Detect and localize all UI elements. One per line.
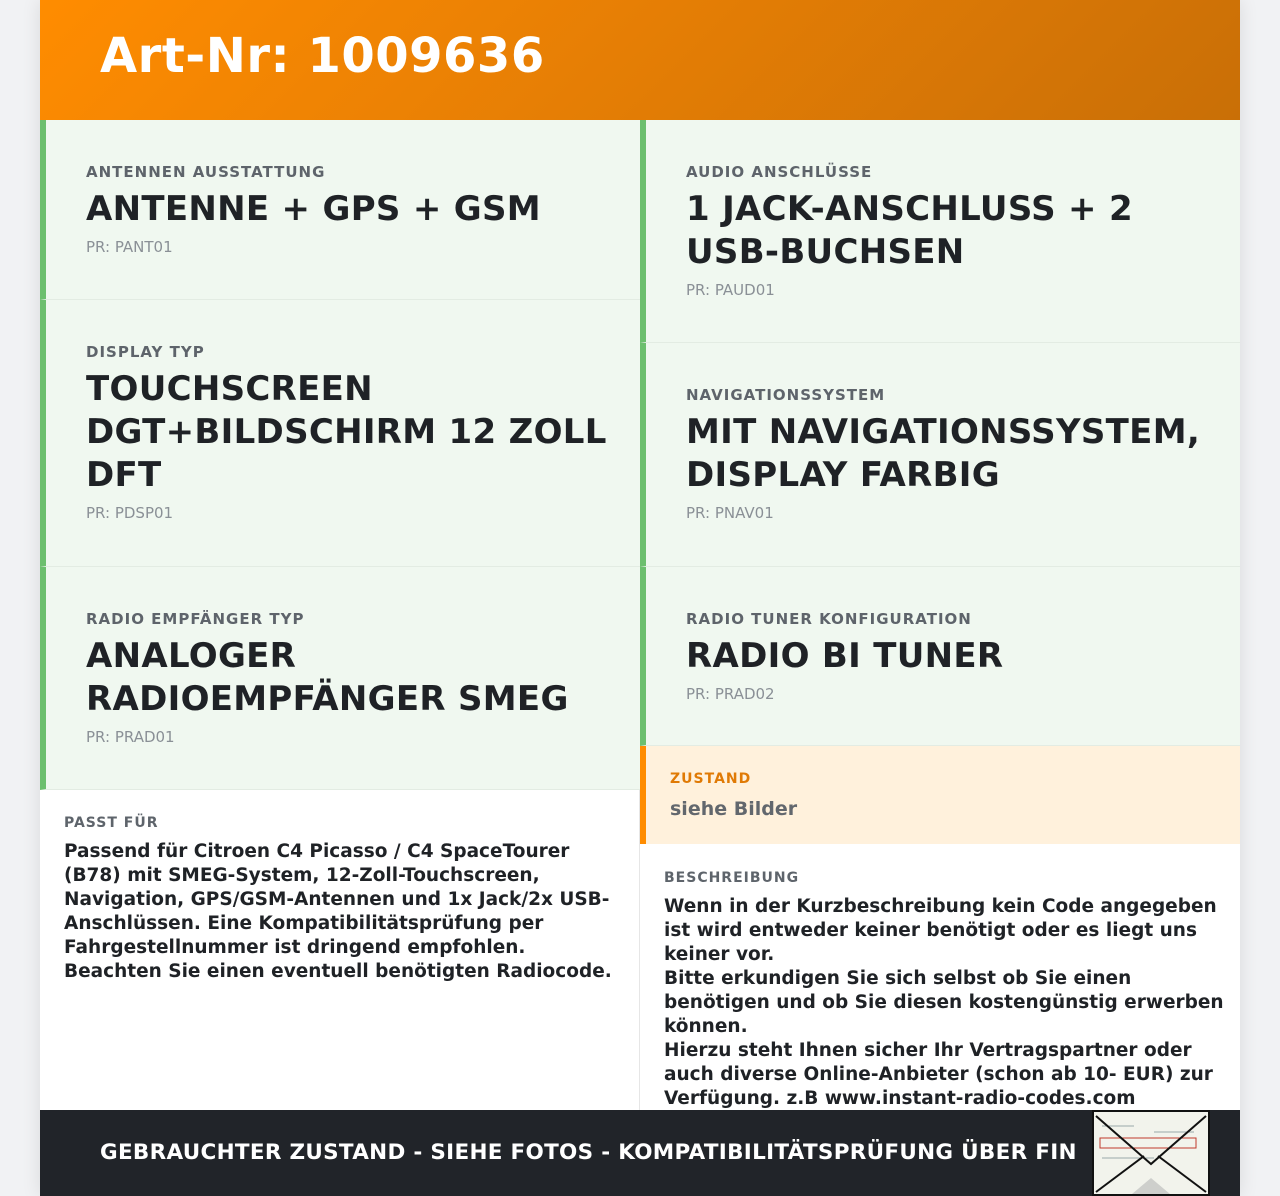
spec-label: RADIO EMPFÄNGER TYP bbox=[86, 610, 305, 628]
envelope-document-thumbnail-icon[interactable] bbox=[1092, 1110, 1210, 1196]
spec-value: 1 JACK-ANSCHLUSS + 2 USB-BUCHSEN bbox=[686, 189, 1133, 272]
envelope-icon bbox=[1094, 1112, 1208, 1194]
spec-value: ANALOGER RADIOEMPFÄNGER SMEG bbox=[86, 636, 569, 719]
spec-card-display bbox=[40, 300, 640, 567]
spec-value: ANTENNE + GPS + GSM bbox=[86, 189, 541, 229]
spec-pr-code: PR: PRAD01 bbox=[86, 728, 175, 746]
description-section bbox=[664, 869, 1224, 1111]
spec-label: AUDIO ANSCHLÜSSE bbox=[686, 163, 873, 181]
spec-value: TOUCHSCREEN DGT+BILDSCHIRM 12 ZOLL DFT bbox=[86, 369, 607, 495]
spec-card-navigation bbox=[640, 343, 1240, 567]
fits-text: Passend für Citroen C4 Picasso / C4 SpaceTourer (B78) mit SMEG-System, 12-Zoll-Touchscreen, Navigation, GPS/GSM-Antennen und 1x Jack/2x USB-Anschlüssen. Eine Kompatibilitätsprüfung per Fahrgestellnummer ist dringend empfohlen. Beachten Sie einen eventuell benötigten Radiocode. bbox=[64, 841, 612, 982]
description-text: Wenn in der Kurzbeschreibung kein Code angegeben ist wird entweder keiner benötigt oder es liegt uns keiner vor. Bitte erkundigen Sie sich selbst ob Sie einen benötigen und ob Sie diesen kostengünstig erwerben können. Hierzu steht Ihnen sicher Ihr Vertragspartner oder auch diverse Online-Anbieter (schon ab 10- EUR) zur Verfügung. z.B www.instant-radio-codes.com bbox=[664, 896, 1224, 1109]
spec-value: RADIO BI TUNER bbox=[686, 636, 1004, 676]
spec-card-radio-receiver bbox=[40, 567, 640, 790]
fits-section bbox=[64, 814, 614, 984]
spec-pr-code: PR: PAUD01 bbox=[686, 281, 775, 299]
spec-label: DISPLAY TYP bbox=[86, 343, 205, 361]
fits-label: PASST FÜR bbox=[64, 815, 159, 831]
spec-pr-code: PR: PNAV01 bbox=[686, 504, 774, 522]
spec-pr-code: PR: PANT01 bbox=[86, 238, 173, 256]
spec-label: NAVIGATIONSSYSTEM bbox=[686, 386, 886, 404]
column-divider bbox=[639, 790, 640, 1110]
footer-text: GEBRAUCHTER ZUSTAND - SIEHE FOTOS - KOMPATIBILITÄTSPRÜFUNG ÜBER FIN bbox=[100, 1140, 1077, 1165]
header-banner bbox=[40, 0, 1240, 120]
spec-card-audio bbox=[640, 120, 1240, 343]
spec-value: MIT NAVIGATIONSSYSTEM, DISPLAY FARBIG bbox=[686, 412, 1201, 495]
description-label: BESCHREIBUNG bbox=[664, 870, 800, 886]
spec-card-antenna bbox=[40, 120, 640, 300]
spec-label: ANTENNEN AUSSTATTUNG bbox=[86, 163, 326, 181]
condition-box bbox=[640, 746, 1240, 844]
article-number-title: Art-Nr: 1009636 bbox=[100, 28, 545, 84]
spec-label: RADIO TUNER KONFIGURATION bbox=[686, 610, 972, 628]
product-sheet bbox=[40, 0, 1240, 1196]
spec-card-radio-tuner bbox=[640, 567, 1240, 746]
spec-pr-code: PR: PRAD02 bbox=[686, 685, 775, 703]
condition-label: ZUSTAND bbox=[670, 771, 752, 787]
spec-pr-code: PR: PDSP01 bbox=[86, 504, 174, 522]
footer-bar bbox=[40, 1110, 1240, 1196]
condition-value: siehe Bilder bbox=[670, 798, 798, 820]
